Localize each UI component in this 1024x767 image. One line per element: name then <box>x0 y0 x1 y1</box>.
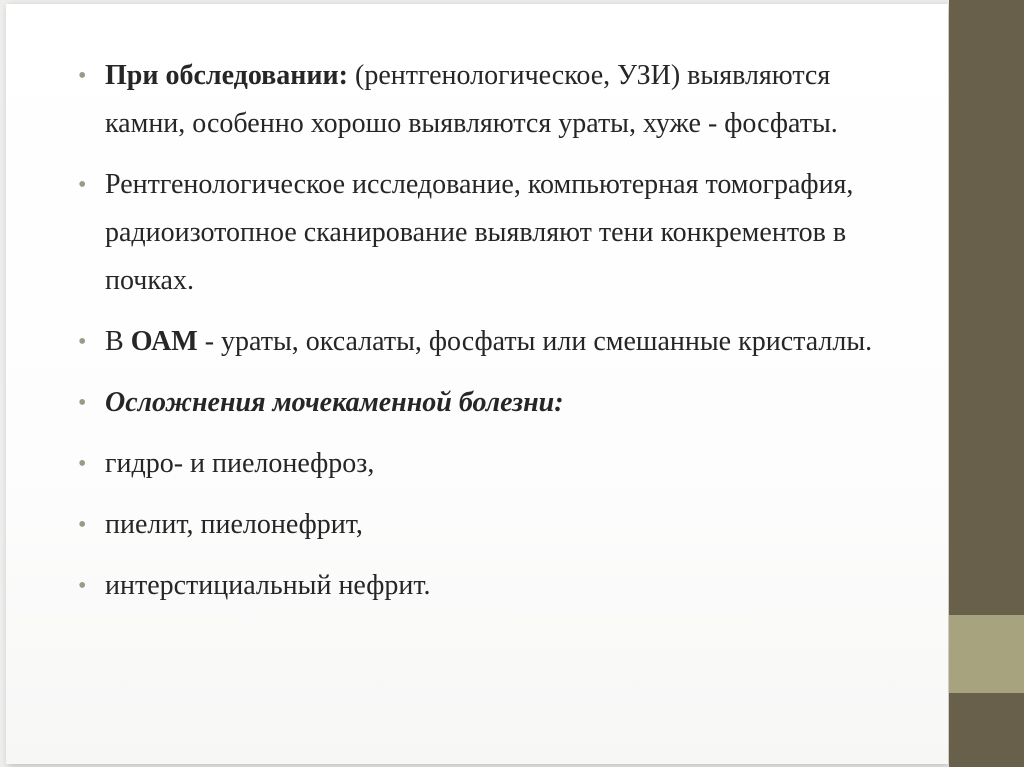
bullet-icon: • <box>78 573 87 599</box>
bullet-icon: • <box>78 390 87 416</box>
complications-heading: Осложнения мочекаменной болезни: <box>105 387 564 418</box>
bullet-icon: • <box>78 329 87 355</box>
bullet-text: Рентгенологическое исследование, компьютерная томография, радиоизотопное сканирование выявляют тени конкрементов в почках. <box>105 169 854 296</box>
bullet-list <box>78 52 908 610</box>
bullet-text: (рентгенологическое, УЗИ) выявляются камни, особенно хорошо выявляются ураты, хуже - фосфаты. <box>105 60 838 139</box>
bullet-icon: • <box>78 172 87 198</box>
bullet-text-before: В <box>105 326 131 357</box>
bullet-lead-text: При обследовании: <box>105 60 348 91</box>
bullet-bold-term: ОАМ <box>130 326 198 357</box>
bullet-item-pyelitis <box>78 501 908 549</box>
bullet-text-after: - ураты, оксалаты, фосфаты или смешанные кристаллы. <box>197 326 873 357</box>
bullet-icon: • <box>78 63 87 89</box>
bullet-item-xray <box>78 161 908 305</box>
bullet-text: пиелит, пиелонефрит, <box>105 509 363 540</box>
slide-content <box>78 52 908 623</box>
bullet-icon: • <box>78 451 87 477</box>
bullet-text: гидро- и пиелонефроз, <box>105 448 375 479</box>
bullet-icon: • <box>78 512 87 538</box>
bullet-item-complications-heading <box>78 379 908 427</box>
side-accent-block <box>949 615 1024 693</box>
bullet-item-nephritis <box>78 562 908 610</box>
slide-paper <box>6 4 948 764</box>
bullet-item-examination <box>78 52 908 148</box>
bullet-item-hydronephrosis <box>78 440 908 488</box>
bullet-text: интерстициальный нефрит. <box>105 570 431 601</box>
bullet-item-urinalysis <box>78 318 908 366</box>
